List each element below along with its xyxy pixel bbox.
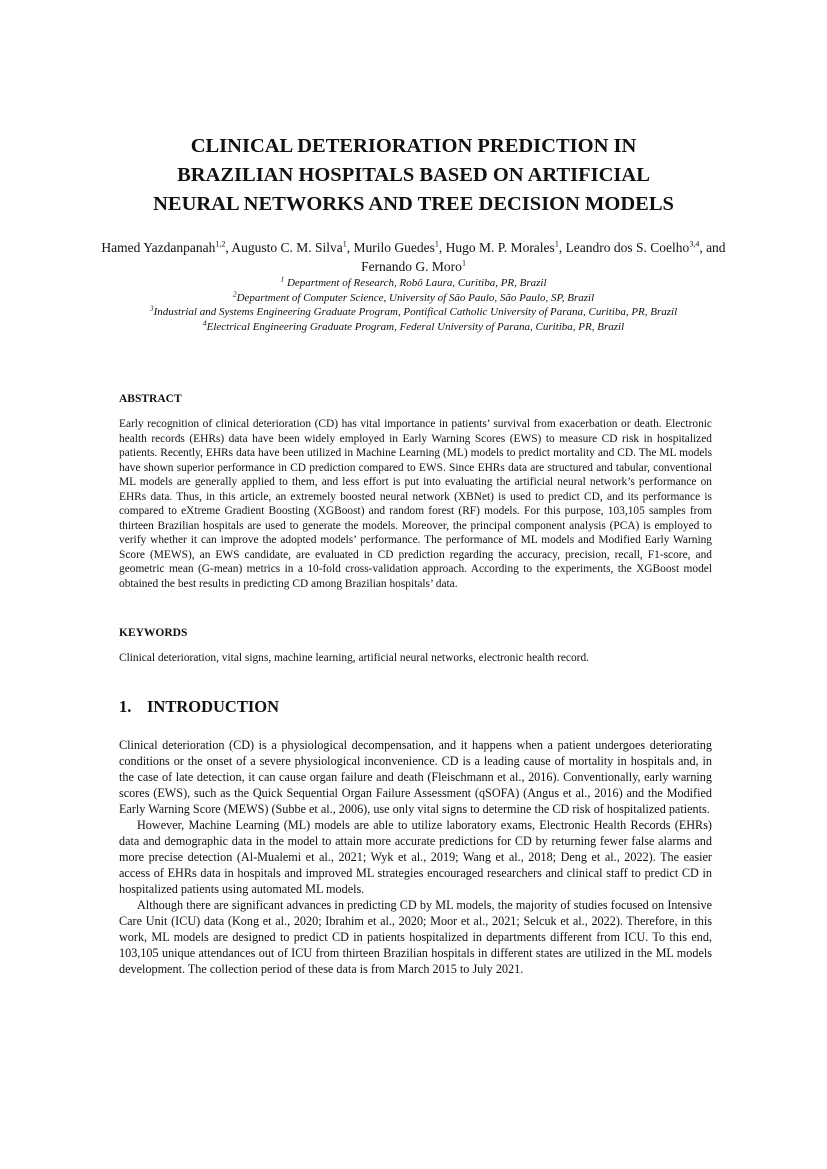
affiliation: $^2$Department of Computer Science, University of São Paulo, São Paulo, SP, Brazil (232, 288, 595, 304)
section-number: 1. (119, 697, 132, 716)
abstract-heading: ABSTRACT (119, 393, 182, 405)
author: Leandro dos S. Coelho$^{3,4}$, and (565, 239, 726, 255)
author-list (100, 238, 727, 276)
affiliation: $^3$Industrial and Systems Engineering Graduate Program, Pontifical Catholic University of Parana, Curitiba, PR, Brazil (149, 303, 678, 318)
keywords-text: Clinical deterioration, vital signs, machine learning, artificial neural networks, electronic health record. (119, 652, 590, 664)
author: Hugo M. P. Morales$^1$, (445, 239, 566, 255)
author: Augusto C. M. Silva$^1$, (231, 239, 354, 255)
section-title: INTRODUCTION (147, 697, 280, 716)
author: Hamed Yazdanpanah$^{1,2}$, (101, 239, 232, 255)
affiliation: $^1$ Department of Research, Robô Laura, Curitiba, PR, Brazil (280, 274, 547, 289)
title-line: BRAZILIAN HOSPITALS BASED ON ARTIFICIAL (177, 164, 650, 186)
paragraph: Clinical deterioration (CD) is a physiological decompensation, and it happens when a patient undergoes deteriorating conditions or the onset of a severe physiological inconvenience. CD is a leading cause of mortality in hospitals and, in the case of late detection, it can cause organ failure and death (Fleischmann et al., 2016). Conventionally, early warning scores (EWS), such as the Quick Sequential Organ Failure Assessment (qSOFA) (Angus et al., 2016) and the Modified Early Warning Score (MEWS) (Subbe et al., 2006), use only vital signs to determine the CD risk of hospitalized patients. (119, 738, 712, 816)
paragraph: However, Machine Learning (ML) models are able to utilize laboratory exams, Electronic Health Records (EHRs) data and demographic data in the model to attain more accurate predictions for CD by returning fewer false alarms and more precise detection (Al-Mualemi et al., 2021; Wyk et al., 2019; Wang et al., 2018; Deng et al., 2022). The easier access of EHRs data in hospitals and improved ML strategies encouraged researchers and clinical staff to predict CD in hospitalized patients using automated ML models. (119, 818, 712, 896)
author: Fernando G. Moro$^1$ (361, 258, 466, 274)
keywords-heading: KEYWORDS (119, 627, 188, 639)
affiliation-list (80, 276, 747, 334)
title-line: CLINICAL DETERIORATION PREDICTION IN (190, 135, 637, 157)
affiliation: $^4$Electrical Engineering Graduate Program, Federal University of Parana, Curitiba, PR, Brazil (202, 317, 625, 333)
introduction-body (119, 737, 712, 977)
section-heading-introduction (119, 697, 279, 717)
author: Murilo Guedes$^1$, (353, 239, 446, 255)
title-line: NEURAL NETWORKS AND TREE DECISION MODELS (153, 193, 674, 215)
abstract-text: Early recognition of clinical deterioration (CD) has vital importance in patients’ survival from exacerbation or death. Electronic health records (EHRs) data have been widely employed in Early Warning Scores (EWS) to measure CD risk in hospitalized patients. Recently, EHRs data have been utilized in Machine Learning (ML) models to predict mortality and CD. The ML models have shown superior performance in CD prediction compared to EWS. Since EHRs data are structured and tabular, conventional ML models are generally applied to them, and less effort is put into evaluating the artificial neural network’s performance on EHRs data. Thus, in this article, an extremely boosted neural network (XBNet) is used to predict CD, and its performance is compared to eXtreme Gradient Boosting (XGBoost) and random forest (RF) models. For this purpose, 103,105 samples from thirteen Brazilian hospitals are used to generate the models. Moreover, the principal component analysis (PCA) is employed to verify whether it can improve the adopted models’ performance. The performance of ML models and Modified Early Warning Score (MEWS), an EWS candidate, are evaluated in CD prediction regarding the accuracy, precision, recall, F1-score, and geometric mean (G-mean) metrics in a 10-fold cross-validation approach. According to the experiments, the XGBoost model obtained the best results in predicting CD among Brazilian hospitals’ data. (119, 418, 712, 590)
paragraph: Although there are significant advances in predicting CD by ML models, the majority of studies focused on Intensive Care Unit (ICU) data (Kong et al., 2020; Ibrahim et al., 2020; Moor et al., 2021; Selcuk et al., 2022). Therefore, in this work, ML models are designed to predict CD in patients hospitalized in departments different from ICU. To this end, 103,105 unique attendances out of ICU from thirteen Brazilian hospitals in different states are utilized in the ML models development. The collection period of these data is from March 2015 to July 2021. (119, 898, 712, 976)
paper-title (80, 132, 747, 219)
